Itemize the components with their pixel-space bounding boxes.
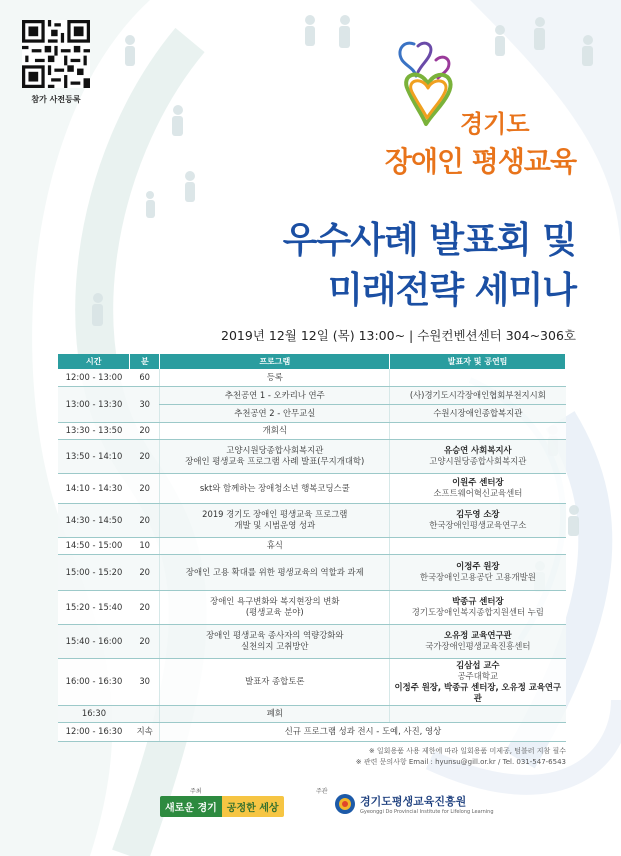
table-row: 13:00 - 13:30 30 추천공연 1 - 오카리나 연주 (사)경기도시각장애인협회부천지시회 xyxy=(58,386,566,404)
table-row: 13:30 - 13:50 20 개회식 xyxy=(58,422,566,439)
gief-name: 경기도평생교육진흥원 xyxy=(360,795,467,808)
title-line1: 우수사례 발표회 및 xyxy=(282,220,576,261)
table-header-row xyxy=(58,354,566,369)
table-row: 15:00 - 15:20 20 장애인 고용 확대를 위한 평생교육의 역할과 과제 이정주 원장 한국장애인고용공단 고용개발원 xyxy=(58,554,566,590)
note-tumbler: ※ 일회용품 사용 제한에 따라 일회용품 미제공, 텀블러 지참 필수 xyxy=(368,747,566,755)
table-row: 16:30 폐회 xyxy=(58,705,566,722)
note-contact: ※ 관련 문의사항 Email : hyunsu@gill.or.kr / Tel. 031-547-6543 xyxy=(355,758,566,766)
table-row: 추천공연 2 - 안무교실 수원시장애인종합복지관 xyxy=(58,404,566,422)
header-time: 시간 xyxy=(58,354,130,369)
qr-label: 참가 사전등록 xyxy=(31,95,81,104)
slogan-fair-world: 공정한 세상 xyxy=(222,796,284,817)
table-row: 13:50 - 14:10 20 고양시원당종합사회복지관 장애인 평생교육 프로그램 사례 발표(무지개대학) 유승연 사회복지사 고양시원당종합사회복지관 xyxy=(58,439,566,473)
table-row: 15:20 - 15:40 20 장애인 욕구변화와 복지현장의 변화 (평생교육 분야) 박종규 센터장 경기도장애인복지종합지원센터 누림 xyxy=(58,590,566,624)
heart-logo-icon xyxy=(392,38,468,130)
table-row: 12:00 - 13:00 60 등록 xyxy=(58,369,566,386)
table-row: 16:00 - 16:30 30 발표자 종합토론 김삼섭 교수 공주대학교 이정주 원장, 박종규 센터장, 오유정 교육연구관 xyxy=(58,658,566,705)
qr-code-icon xyxy=(22,20,90,88)
gyeonggi-slogan xyxy=(160,796,284,816)
header-program: 프로그램 xyxy=(160,354,390,369)
schedule-table xyxy=(58,354,566,742)
table-row: 14:30 - 14:50 20 2019 경기도 장애인 평생교육 프로그램 개발 및 시범운영 성과 김두영 소장 한국장애인평생교육연구소 xyxy=(58,503,566,537)
host-label: 주최 xyxy=(190,788,202,795)
org-line1: 경기도 xyxy=(460,110,530,138)
slogan-new-gyeonggi: 새로운 경기 xyxy=(160,796,222,817)
table-row: 14:10 - 14:30 20 skt와 함께하는 장애청소년 행복코딩스쿨 이원주 센터장 소프트웨어혁신교육센터 xyxy=(58,473,566,503)
header-minutes: 분 xyxy=(130,354,160,369)
event-info: 2019년 12월 12일 (목) 13:00~ | 수원컨벤션센터 304~306호 xyxy=(221,328,576,343)
gief-subtitle: Gyeonggi Do Provincial Institute for Lifelong Learning xyxy=(360,809,494,815)
gief-logo-icon xyxy=(334,793,356,815)
header-speaker: 발표자 및 공연팀 xyxy=(390,354,566,369)
organizer-label: 주관 xyxy=(316,788,328,795)
title-line2: 미래전략 세미나 xyxy=(328,270,576,311)
table-row: 14:50 - 15:00 10 휴식 xyxy=(58,537,566,554)
table-row: 12:00 - 16:30 지속 신규 프로그램 성과 전시 - 도예, 사진, 영상 xyxy=(58,722,566,741)
org-line2: 장애인 평생교육 xyxy=(384,145,576,178)
gief-logo xyxy=(334,793,494,815)
table-row: 15:40 - 16:00 20 장애인 평생교육 종사자의 역량강화와 실천의지 고취방안 오유정 교육연구관 국가장애인평생교육진흥센터 xyxy=(58,624,566,658)
